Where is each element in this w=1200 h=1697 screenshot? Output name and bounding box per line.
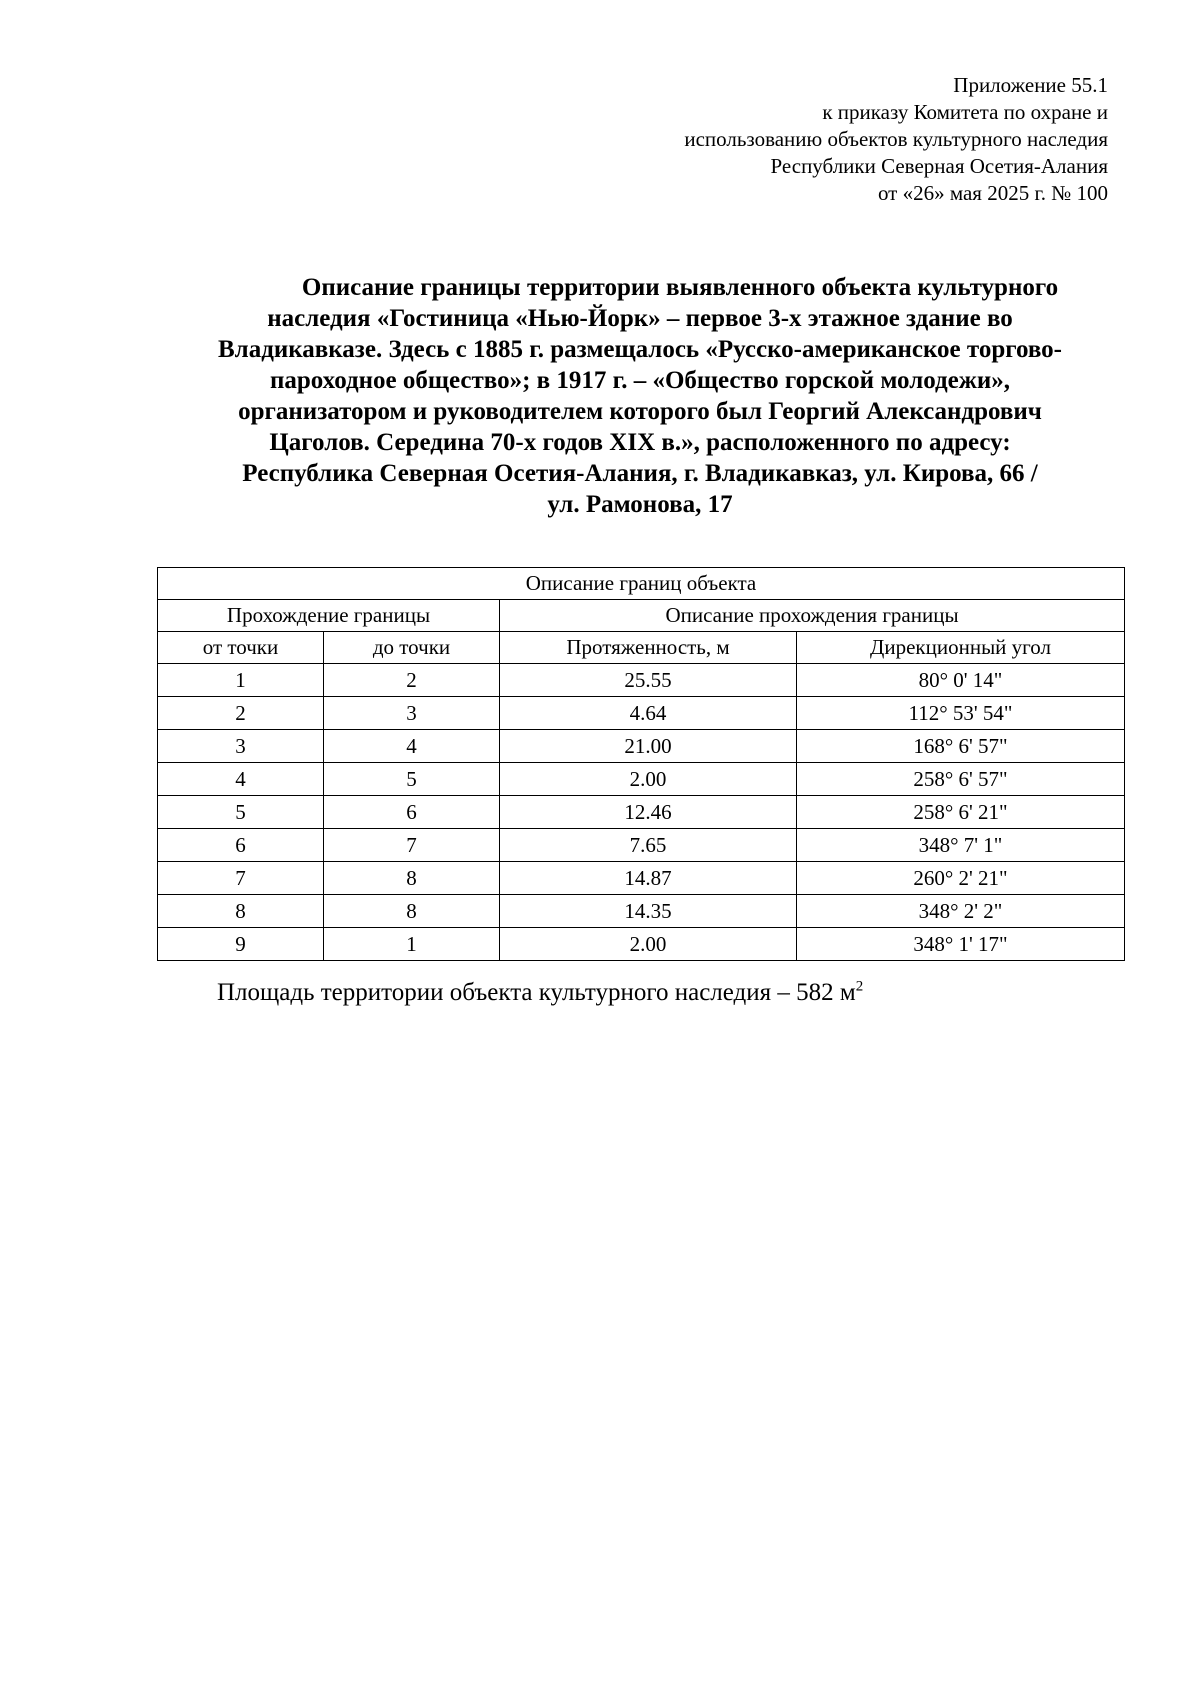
cell-to-point: 8 xyxy=(324,895,500,928)
document-title xyxy=(150,272,1130,520)
title-line: пароходное общество»; в 1917 г. – «Общество горской молодежи», xyxy=(269,367,1011,394)
cell-to-point: 2 xyxy=(324,664,500,697)
boundary-table xyxy=(157,567,1125,961)
table-row xyxy=(158,730,1125,763)
cell-length: 25.55 xyxy=(500,664,797,697)
cell-to-point: 6 xyxy=(324,796,500,829)
cell-length: 2.00 xyxy=(500,763,797,796)
cell-bearing: 112° 53' 54" xyxy=(797,697,1125,730)
table-row xyxy=(158,895,1125,928)
title-line: Описание границы территории выявленного объекта культурного xyxy=(301,274,1059,301)
cell-to-point: 7 xyxy=(324,829,500,862)
title-line: Цаголов. Середина 70-х годов XIX в.», расположенного по адресу: xyxy=(269,429,1011,456)
appendix-order-line-2: использованию объектов культурного наследия xyxy=(684,127,1108,151)
table-row xyxy=(158,862,1125,895)
column-header-to-point: до точки xyxy=(324,632,500,664)
cell-bearing: 258° 6' 57" xyxy=(797,763,1125,796)
table-row xyxy=(158,829,1125,862)
table-row xyxy=(158,664,1125,697)
appendix-number: Приложение 55.1 xyxy=(953,73,1108,97)
cell-bearing: 260° 2' 21" xyxy=(797,862,1125,895)
table-column-header-row xyxy=(158,632,1125,664)
title-line: наследия «Гостиница «Нью-Йорк» – первое 3-х этажное здание во xyxy=(267,305,1013,332)
cell-length: 4.64 xyxy=(500,697,797,730)
column-header-from-point: от точки xyxy=(158,632,324,664)
title-line: организатором и руководителем которого был Георгий Александрович xyxy=(238,398,1042,425)
cell-length: 7.65 xyxy=(500,829,797,862)
table-row xyxy=(158,796,1125,829)
cell-from-point: 4 xyxy=(158,763,324,796)
area-statement xyxy=(217,978,863,1008)
cell-length: 21.00 xyxy=(500,730,797,763)
cell-from-point: 2 xyxy=(158,697,324,730)
group-header-boundary-description: Описание прохождения границы xyxy=(500,600,1125,632)
cell-from-point: 3 xyxy=(158,730,324,763)
cell-from-point: 7 xyxy=(158,862,324,895)
cell-from-point: 9 xyxy=(158,928,324,961)
title-line: ул. Рамонова, 17 xyxy=(547,491,733,518)
table-row xyxy=(158,763,1125,796)
cell-length: 12.46 xyxy=(500,796,797,829)
cell-length: 2.00 xyxy=(500,928,797,961)
cell-to-point: 5 xyxy=(324,763,500,796)
cell-length: 14.87 xyxy=(500,862,797,895)
table-row xyxy=(158,697,1125,730)
cell-bearing: 348° 2' 2" xyxy=(797,895,1125,928)
cell-to-point: 8 xyxy=(324,862,500,895)
cell-to-point: 3 xyxy=(324,697,500,730)
cell-length: 14.35 xyxy=(500,895,797,928)
table-caption: Описание границ объекта xyxy=(158,568,1125,600)
area-unit-superscript: 2 xyxy=(855,978,864,995)
cell-from-point: 5 xyxy=(158,796,324,829)
appendix-order-date: от «26» мая 2025 г. № 100 xyxy=(877,181,1108,205)
cell-from-point: 6 xyxy=(158,829,324,862)
column-header-bearing: Дирекционный угол xyxy=(797,632,1125,664)
cell-from-point: 8 xyxy=(158,895,324,928)
cell-bearing: 348° 7' 1" xyxy=(797,829,1125,862)
table-group-header-row xyxy=(158,600,1125,632)
area-text: Площадь территории объекта культурного наследия – 582 м xyxy=(217,979,856,1006)
column-header-length: Протяженность, м xyxy=(500,632,797,664)
title-line: Владикавказе. Здесь с 1885 г. размещалось «Русско-американское торгово- xyxy=(218,336,1062,363)
title-line: Республика Северная Осетия-Алания, г. Владикавказ, ул. Кирова, 66 / xyxy=(242,460,1038,487)
appendix-order-line-3: Республики Северная Осетия-Алания xyxy=(770,154,1108,178)
cell-bearing: 80° 0' 14" xyxy=(797,664,1125,697)
appendix-header xyxy=(408,72,1108,207)
table-caption-row xyxy=(158,568,1125,600)
table-row xyxy=(158,928,1125,961)
appendix-order-line-1: к приказу Комитета по охране и xyxy=(822,100,1108,124)
cell-to-point: 1 xyxy=(324,928,500,961)
cell-bearing: 168° 6' 57" xyxy=(797,730,1125,763)
cell-bearing: 348° 1' 17" xyxy=(797,928,1125,961)
cell-bearing: 258° 6' 21" xyxy=(797,796,1125,829)
group-header-boundary-passage: Прохождение границы xyxy=(158,600,500,632)
cell-from-point: 1 xyxy=(158,664,324,697)
cell-to-point: 4 xyxy=(324,730,500,763)
